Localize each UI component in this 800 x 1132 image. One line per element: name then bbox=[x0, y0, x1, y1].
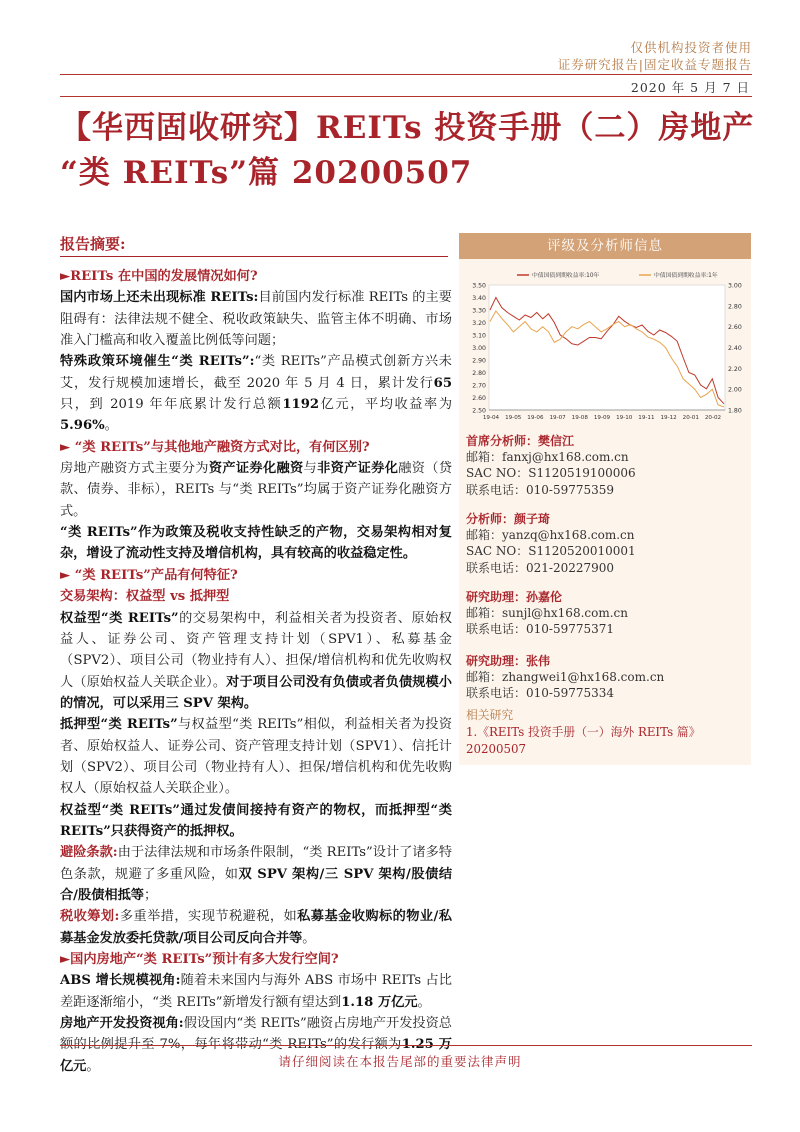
legend-label: 中债国债到期收益率:1年 bbox=[654, 273, 718, 279]
number: 1192 bbox=[282, 397, 320, 413]
publish-date: 2020 年 5 月 7 日 bbox=[630, 80, 750, 95]
body-text: 。 bbox=[86, 1058, 100, 1074]
right-tick-label: 2.80 bbox=[728, 303, 742, 311]
body-text: 只，到 2019 年年底累计发行总额 bbox=[60, 397, 283, 413]
term-bold: 非资产证券化 bbox=[317, 461, 399, 477]
right-tick-label: 2.20 bbox=[728, 365, 742, 373]
body-text: 的交易架构中，利益相关者为投资者、原始权益人、证券公司、资产管理支持计划（SPV1）、私募基金（SPV2）、项目公司（物业持有人）、担保/增信机构和优先收购权人（原始权益人关联企业）。 bbox=[60, 610, 452, 690]
left-tick-label: 2.80 bbox=[472, 370, 486, 377]
paragraph bbox=[60, 842, 452, 906]
question-heading: ► “类 REITs”与其他地产融资方式对比，有何区别? bbox=[60, 439, 370, 455]
right-tick-label: 3.00 bbox=[728, 282, 742, 290]
yield-chart bbox=[459, 265, 751, 460]
label-red: 税收筹划: bbox=[60, 909, 120, 925]
report-type: 证券研究报告|固定收益专题报告 bbox=[557, 57, 752, 72]
body-text: 与 bbox=[303, 461, 318, 477]
analyst-email: 邮箱：zhangwei1@hx168.com.cn bbox=[466, 670, 665, 685]
analyst-sac: SAC NO：S1120520010001 bbox=[466, 544, 636, 559]
title-line-2: “类 REITs”篇 20200507 bbox=[60, 155, 473, 191]
analyst-phone: 联系电话：021-20227900 bbox=[466, 560, 615, 575]
right-tick-label: 2.40 bbox=[728, 345, 742, 352]
right-tick-label: 2.60 bbox=[728, 324, 742, 332]
title-line-1: 【华西固收研究】REITs 投资手册（二）房地产 bbox=[60, 110, 755, 146]
related-research bbox=[466, 707, 750, 758]
body-text: 目前国内发行标准 REITs 的主要阻碍有：法律法规不健全、税收政策缺失、监管主体不明确、市场准入门槛高和收入覆盖比例低等问题； bbox=[60, 290, 452, 349]
body-text: 房地产融资方式主要分为 bbox=[60, 461, 209, 477]
paragraph bbox=[60, 608, 452, 715]
analyst-phone: 联系电话：010-59775334 bbox=[466, 686, 615, 701]
left-tick-label: 3.00 bbox=[472, 345, 486, 352]
sub-heading: 交易架构：权益型 vs 抵押型 bbox=[60, 589, 230, 605]
plot-area bbox=[489, 285, 725, 410]
analyst-phone: 联系电话：010-59775371 bbox=[466, 622, 615, 637]
term-bold: 资产证券化融资 bbox=[208, 461, 304, 477]
lead-bold: 权益型“类 REITs” bbox=[60, 610, 179, 626]
left-tick-label: 3.10 bbox=[472, 332, 486, 340]
analyst-email: 邮箱：fanxj@hx168.com.cn bbox=[466, 450, 629, 465]
x-axis-ticks bbox=[483, 415, 721, 421]
analyst-card bbox=[466, 511, 746, 576]
sidebar-title: 评级及分析师信息 bbox=[459, 233, 751, 259]
x-tick-label: 19-06 bbox=[527, 415, 544, 421]
emphasis-bold: 双 SPV 架构/三 SPV 架构/股债结合/股债相抵等 bbox=[60, 866, 453, 903]
audience-note: 仅供机构投资者使用 bbox=[630, 40, 752, 55]
x-tick-label: 19-10 bbox=[616, 415, 633, 421]
analyst-card bbox=[466, 653, 746, 702]
question-heading: ►REITs 在中国的发展情况如何? bbox=[60, 269, 258, 284]
x-tick-label: 19-08 bbox=[571, 415, 588, 421]
body-text: ； bbox=[143, 887, 158, 903]
paragraph bbox=[60, 970, 452, 1013]
lead-bold: 抵押型“类 REITs” bbox=[60, 717, 178, 733]
summary-body bbox=[60, 266, 452, 1077]
header-rule bbox=[60, 74, 752, 75]
paragraph bbox=[60, 906, 452, 949]
left-tick-label: 2.60 bbox=[472, 395, 486, 402]
right-axis-ticks bbox=[728, 283, 742, 415]
analyst-email: 邮箱：sunjl@hx168.com.cn bbox=[466, 606, 628, 621]
number: 65 bbox=[433, 375, 452, 391]
related-heading: 相关研究 bbox=[466, 708, 514, 722]
lead-bold: 房地产开发投资视角: bbox=[60, 1016, 184, 1032]
body-text: “类 REITs”产品模式创新方兴未艾，发行规模加速增长，截至 2020 年 5 月 4 日，累计发行 bbox=[60, 354, 452, 391]
x-tick-label: 19-07 bbox=[549, 415, 566, 421]
analyst-role: 分析师：颜子琦 bbox=[466, 512, 551, 526]
paragraph bbox=[60, 287, 452, 351]
left-tick-label: 3.50 bbox=[472, 282, 486, 290]
right-tick-label: 1.80 bbox=[728, 407, 742, 415]
x-tick-label: 20-02 bbox=[704, 415, 722, 421]
related-link[interactable]: 1.《REITs 投资手册（一）海外 REITs 篇》20200507 bbox=[466, 725, 701, 756]
body-text: 与权益型“类 REITs”相似，利益相关者为投资者、原始权益人、证券公司、资产管理支持计划（SPV1）、信托计划（SPV2）、项目公司（物业持有人）、担保/增信机构和优先收购权人（原始权益人关联企业）。 bbox=[60, 717, 453, 797]
x-tick-label: 19-11 bbox=[638, 415, 655, 421]
emphasis-bold: 对于项目公司没有负债或者负债规模小的情况，可以采用三 SPV 架构。 bbox=[60, 674, 452, 711]
summary-rule bbox=[60, 256, 448, 257]
emphasis-bold: 私募基金收购标的物业/私募基金发放委托贷款/项目公司反向合并等 bbox=[60, 909, 452, 946]
left-tick-label: 2.70 bbox=[472, 382, 486, 390]
paragraph bbox=[60, 714, 452, 799]
footer-rule bbox=[60, 1045, 752, 1046]
right-tick-label: 2.00 bbox=[728, 386, 742, 394]
left-axis-ticks bbox=[472, 283, 486, 415]
x-tick-label: 19-04 bbox=[482, 415, 500, 421]
header-rule-2 bbox=[60, 96, 752, 97]
label-red: 避险条款: bbox=[60, 845, 118, 861]
chart-legend bbox=[517, 271, 718, 279]
question-heading: ► “类 REITs”产品有何特征? bbox=[60, 567, 238, 583]
number: 1.18 万亿元 bbox=[341, 994, 418, 1010]
paragraph bbox=[60, 522, 452, 565]
x-tick-label: 19-05 bbox=[505, 415, 522, 421]
summary-heading: 报告摘要: bbox=[60, 235, 126, 253]
lead-bold: 特殊政策环境催生“类 REITs”: bbox=[60, 354, 255, 370]
body-text: 假设国内“类 REITs”融资占房地产开发投资总额的比例提升至 7%，每年将带动“类 REITs”的发行额为 bbox=[60, 1016, 452, 1053]
analyst-role: 研究助理：张伟 bbox=[466, 654, 551, 668]
left-tick-label: 2.50 bbox=[472, 407, 486, 415]
left-tick-label: 3.40 bbox=[472, 295, 486, 302]
lead-bold: 权益型“类 REITs”通过发债间接持有资产的物权，而抵押型“类 REITs”只获得资产的抵押权。 bbox=[60, 802, 452, 839]
analyst-role: 研究助理：孙嘉伦 bbox=[466, 590, 563, 604]
body-text: 多重举措，实现节税避税，如 bbox=[119, 909, 298, 925]
chart-grid bbox=[489, 285, 725, 410]
left-tick-label: 2.90 bbox=[472, 357, 486, 365]
analyst-sac: SAC NO：S1120519100006 bbox=[466, 466, 636, 481]
left-tick-label: 3.30 bbox=[472, 307, 486, 315]
analyst-card bbox=[466, 433, 746, 498]
x-tick-label: 20-01 bbox=[682, 415, 699, 421]
report-title bbox=[60, 106, 760, 196]
analyst-phone: 联系电话：010-59775359 bbox=[466, 482, 615, 497]
left-tick-label: 3.20 bbox=[472, 320, 486, 327]
body-text: 。 bbox=[417, 994, 431, 1010]
body-text: 。 bbox=[302, 930, 316, 946]
analyst-email: 邮箱：yanzq@hx168.com.cn bbox=[466, 528, 635, 543]
body-text: 亿元，平均收益率为 bbox=[319, 397, 453, 413]
body-text: 融资（贷款、债券、非标），REITs 与“类 REITs”均属于资产证券化融资方式。 bbox=[60, 461, 453, 519]
x-tick-label: 19-09 bbox=[593, 415, 611, 421]
body-text: 。 bbox=[104, 418, 118, 434]
legal-notice: 请仔细阅读在本报告尾部的重要法律声明 bbox=[278, 1054, 522, 1069]
number: 1.25 万亿元 bbox=[60, 1037, 452, 1074]
analyst-card bbox=[466, 589, 746, 638]
paragraph bbox=[60, 800, 452, 843]
lead-bold: “类 REITs”作为政策及税收支持性缺乏的产物，交易架构相对复杂，增设了流动性支持及增信机构，具有较高的收益稳定性。 bbox=[60, 525, 452, 562]
lead-bold: ABS 增长规模视角: bbox=[60, 973, 181, 989]
number: 5.96% bbox=[60, 418, 105, 434]
question-heading: ►国内房地产“类 REITs”预计有多大发行空间? bbox=[60, 952, 339, 967]
analyst-role: 首席分析师：樊信江 bbox=[466, 434, 575, 448]
analyst-sidebar bbox=[459, 233, 751, 765]
body-text: 由于法律法规和市场条件限制，“类 REITs”设计了诸多特色条款，规避了多重风险，如 bbox=[60, 845, 453, 882]
paragraph bbox=[60, 351, 452, 436]
lead-bold: 国内市场上还未出现标准 REITs: bbox=[60, 290, 259, 306]
legend-label: 中债国债到期收益率:10年 bbox=[532, 273, 600, 279]
body-text: 随着未来国内与海外 ABS 市场中 REITs 占比差距逐渐缩小，“类 REITs”新增发行额有望达到 bbox=[60, 973, 452, 1010]
paragraph bbox=[60, 458, 452, 522]
x-tick-label: 19-12 bbox=[660, 415, 677, 421]
